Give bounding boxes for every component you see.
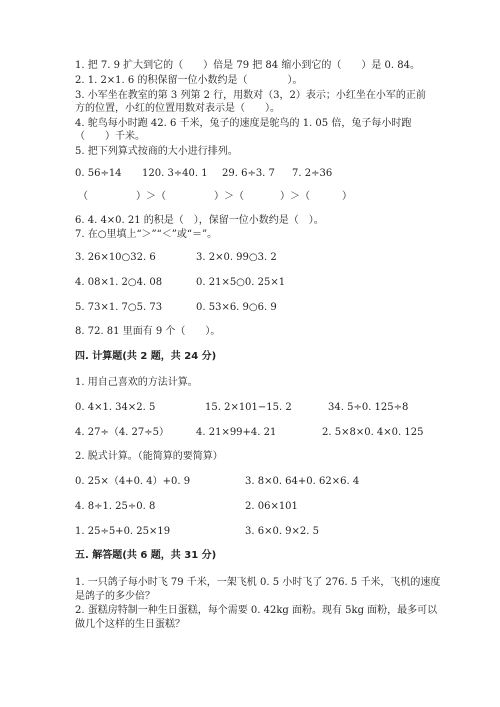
- calc-item: 0. 4×1. 34×2. 5: [75, 402, 156, 413]
- calc-item: 3. 6×0. 9×2. 5: [245, 526, 320, 537]
- section-5-heading: 五. 解答题(共 6 题，共 31 分): [75, 550, 217, 561]
- question-5-1-line1: 1. 一只鸽子每小时飞 79 千米，一架飞机 0. 5 小时飞了 276. 5 千米，飞机的速度: [75, 577, 441, 588]
- question-3-6: 6. 4. 4×0. 21 的积是（ ），保留一位小数约是（ ）。: [75, 215, 324, 226]
- compare-item: 4. 08×1. 2○4. 08: [75, 277, 163, 288]
- calc-item: 3. 8×0. 64+0. 62×6. 4: [245, 476, 360, 487]
- q5-blank: （: [78, 191, 88, 202]
- question-5-1-line2: 是鸽子的多少倍？: [75, 591, 155, 602]
- calc-item: 2. 5×8×0. 4×0. 125: [322, 427, 424, 438]
- question-3-7: 7. 在○里填上“＞”“＜”或“＝”。: [75, 229, 218, 240]
- question-5-2-line1: 2. 蛋糕房特制一种生日蛋糕，每个需要 0. 42kg 面粉。现有 5kg 面粉，最多可以: [75, 605, 438, 616]
- question-3-1: 1. 把 7. 9 扩大到它的（ ）倍是 79 把 84 缩小到它的（ ）是 0. 84。: [75, 60, 420, 71]
- calc-item: 4. 27÷（4. 27÷5）: [75, 427, 170, 438]
- calc-item: 0. 25×（4+0. 4）+0. 9: [75, 476, 191, 487]
- compare-item: 3. 2×0. 99○3. 2: [196, 252, 277, 263]
- question-3-3-line2: 方的位置，小红的位置用数对表示是（ ）。: [75, 103, 280, 114]
- calc-item: 15. 2×101−15. 2: [205, 402, 292, 413]
- q5-blank: ）＞（: [214, 191, 244, 202]
- compare-item: 5. 73×1. 7○5. 73: [75, 302, 163, 313]
- q5-blank: ）＞（: [280, 191, 310, 202]
- compare-item: 0. 21×5○0. 25×1: [196, 277, 286, 288]
- q5-expression: 29. 6÷3. 7: [222, 168, 275, 179]
- question-3-4-line2: （ ）千米。: [75, 131, 145, 142]
- question-3-2: 2. 1. 2×1. 6 的积保留一位小数约是（ ）。: [75, 75, 303, 86]
- question-3-4-line1: 4. 鸵鸟每小时跑 42. 6 千米，兔子的速度是鸵鸟的 1. 05 倍，兔子每小时跑: [75, 118, 412, 129]
- calc-item: 4. 21×99+4. 21: [196, 427, 277, 438]
- compare-item: 3. 26×10○32. 6: [75, 252, 156, 263]
- calc-item: 34. 5÷0. 125÷8: [328, 402, 409, 413]
- question-3-3-line1: 3. 小军坐在教室的第 3 列第 2 行，用数对（3，2）表示；小红坐在小军的正前: [75, 90, 426, 101]
- question-3-5: 5. 把下列算式按商的大小进行排列。: [75, 146, 238, 157]
- calc-item: 1. 25÷5+0. 25×19: [75, 526, 171, 537]
- q5-expression: 7. 2÷36: [292, 168, 333, 179]
- q5-blank: ）＞（: [136, 191, 166, 202]
- q5-expression: 0. 56÷14: [75, 168, 122, 179]
- section-4-heading: 四. 计算题(共 2 题，共 24 分): [75, 351, 217, 362]
- question-3-8: 8. 72. 81 里面有 9 个（ ）。: [75, 326, 221, 337]
- compare-item: 0. 53×6. 9○6. 9: [196, 302, 277, 313]
- calc-item: 4. 8÷1. 25÷0. 8: [75, 501, 156, 512]
- question-4-2: 2. 脱式计算。（能简算的要简算）: [75, 451, 223, 462]
- q5-blank: ）: [342, 191, 352, 202]
- q5-expression: 120. 3÷40. 1: [142, 168, 208, 179]
- question-4-1: 1. 用自己喜欢的方法计算。: [75, 377, 198, 388]
- calc-item: 2. 06×101: [245, 501, 298, 512]
- question-5-2-line2: 做几个这样的生日蛋糕？: [75, 619, 185, 630]
